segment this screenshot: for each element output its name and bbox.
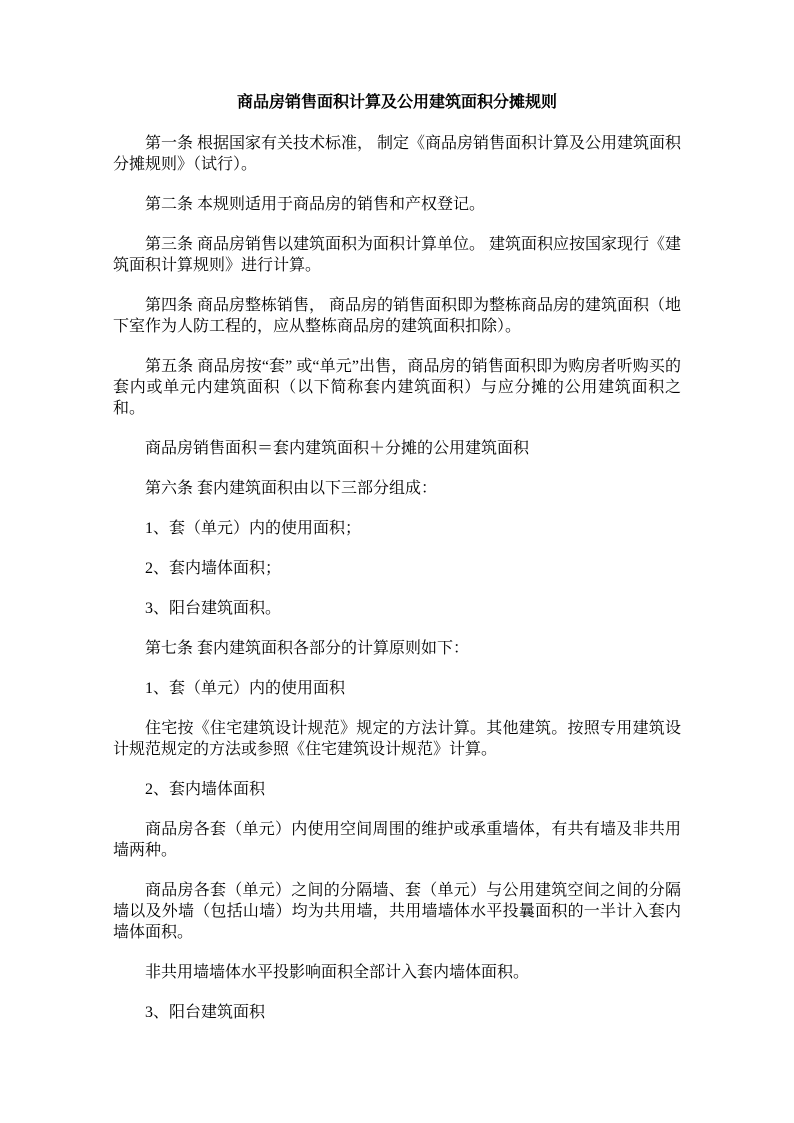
paragraph: 商品房销售面积＝套内建筑面积＋分摊的公用建筑面积 [145, 440, 530, 457]
paragraph: 非共用墙墙体水平投影响面积全部计入套内墙体面积。 [145, 964, 530, 981]
paragraph: 2、套内墙体面积； [145, 560, 282, 577]
paragraph: 第四条 商品房整栋销售， 商品房的销售面积即为整栋商品房的建筑面积（地下室作为人防工程的，应从整栋商品房的建筑面积扣除）。 [113, 297, 682, 335]
paragraph: 第一条 根据国家有关技术标准， 制定《商品房销售面积计算及公用建筑面积分摊规则》（试行）。 [113, 135, 682, 173]
paragraph: 1、套（单元）内的使用面积； [145, 520, 362, 537]
paragraph: 住宅按《住宅建筑设计规范》规定的方法计算。其他建筑。按照专用建筑设计规范规定的方法或参照《住宅建筑设计规范》计算。 [113, 720, 681, 758]
document-title: 商品房销售面积计算及公用建筑面积分摊规则 [236, 94, 557, 111]
paragraph: 第二条 本规则适用于商品房的销售和产权登记。 [145, 196, 486, 213]
paragraph: 3、阳台建筑面积。 [145, 600, 282, 617]
paragraph: 2、套内墙体面积 [145, 781, 266, 798]
paragraph: 第三条 商品房销售以建筑面积为面积计算单位。 建筑面积应按国家现行《建筑面积计算规则》进行计算。 [113, 236, 682, 274]
paragraph: 第五条 商品房按“套” 或“单元”出售，商品房的销售面积即为购房者听购买的套内或单元内建筑面积（以下简称套内建筑面积）与应分摊的公用建筑面积之和。 [113, 358, 681, 417]
paragraph: 第七条 套内建筑面积各部分的计算原则如下： [145, 640, 470, 657]
paragraph: 3、阳台建筑面积 [145, 1004, 266, 1021]
paragraph: 第六条 套内建筑面积由以下三部分组成： [145, 480, 438, 497]
paragraph: 1、套（单元）内的使用面积 [145, 680, 346, 697]
paragraph-list [113, 133, 681, 1023]
paragraph: 商品房各套（单元）之间的分隔墙、套（单元）与公用建筑空间之间的分隔墙以及外墙（包括山墙）均为共用墙，共用墙墙体水平投曩面积的一半计入套内墙体面积。 [113, 882, 681, 941]
paragraph: 商品房各套（单元）内使用空间周围的维护或承重墙体，有共有墙及非共用墙两种。 [113, 821, 681, 859]
